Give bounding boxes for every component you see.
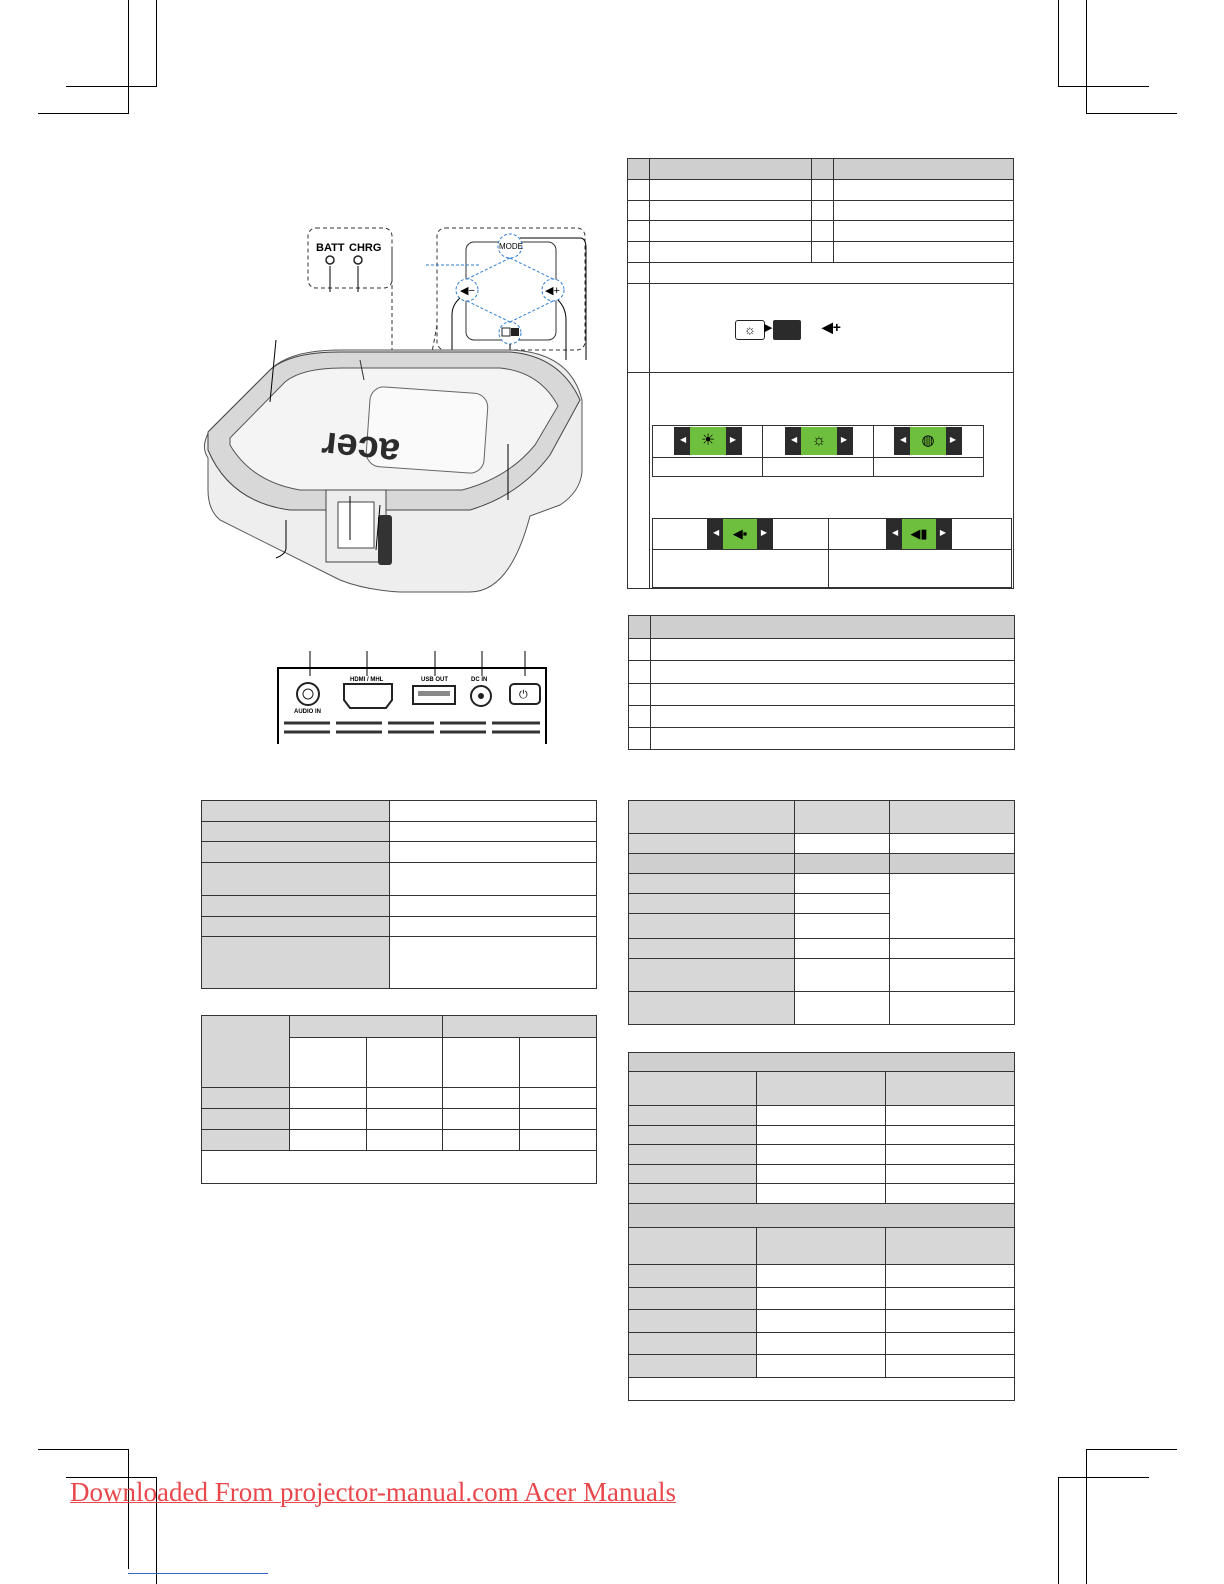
left-table-2 (201, 1015, 597, 1184)
right-table-4 (628, 1052, 1015, 1401)
mode-label: MODE (499, 242, 523, 251)
download-source-link[interactable]: Downloaded From projector-manual.com Acer Manuals (70, 1477, 677, 1507)
crop-mark (66, 86, 157, 87)
usb-out-label: USB OUT (421, 677, 448, 683)
crop-mark (1058, 0, 1059, 86)
footer-underline (128, 1573, 268, 1574)
audio-in-port (297, 683, 319, 705)
hdmi-label: HDMI / MHL (350, 677, 384, 683)
hdmi-port-icon (344, 684, 392, 708)
crop-mark (1058, 86, 1149, 87)
source-key-icon (773, 320, 801, 340)
chrg-label: CHRG (349, 242, 382, 254)
crop-mark (128, 0, 129, 114)
crop-mark (1058, 1477, 1059, 1584)
power-icon: ⏻ (519, 689, 528, 701)
osd-language-mode: ◀ ◍ ▶ (894, 427, 962, 455)
projector-illustration (190, 220, 600, 600)
crop-mark (1086, 0, 1087, 114)
crop-mark (128, 1449, 129, 1569)
volume-down-icon: ◀− (460, 285, 475, 297)
brightness-key-icon: ☼ (735, 320, 765, 340)
right-table-3 (628, 800, 1015, 1025)
crop-mark (1086, 113, 1177, 114)
crop-mark (38, 1449, 129, 1450)
right-table-2 (628, 615, 1015, 750)
acer-logo: acer (319, 423, 402, 474)
brightness-icon: ☀ (690, 427, 726, 455)
crop-mark (38, 113, 129, 114)
osd-bright-mode: ◀ ☀ ▶ (674, 427, 742, 455)
battery-led-icon (326, 256, 334, 264)
crop-mark (1058, 1477, 1149, 1478)
dc-in-label: DC IN (471, 677, 488, 683)
osd-volume-high: ◀ ◀▮ ▶ (886, 519, 952, 549)
osd-volume-grid (652, 518, 1012, 588)
crop-mark (156, 0, 157, 86)
left-table-1 (201, 800, 597, 989)
globe-icon: ◍ (910, 427, 946, 455)
speaker-icon: ◀▮ (902, 519, 936, 549)
volume-up-icon: ◀+ (545, 285, 560, 297)
eco-icon: ☼ (801, 427, 837, 455)
audio-in-label: AUDIO IN (294, 709, 321, 715)
batt-label: BATT (316, 242, 345, 254)
crop-mark (1086, 1449, 1087, 1584)
arrow-right-icon: ▶ (764, 322, 773, 334)
osd-volume-low: ◀ ◀▪ ▶ (707, 519, 773, 549)
crop-mark (1086, 1449, 1177, 1450)
osd-eco-mode: ◀ ☼ ▶ (785, 427, 853, 455)
speaker-icon: ◀▪ (723, 519, 757, 549)
rear-panel-illustration (270, 646, 550, 746)
volume-up-key-icon: ◀+ (822, 319, 841, 335)
charge-led-icon (354, 256, 362, 264)
